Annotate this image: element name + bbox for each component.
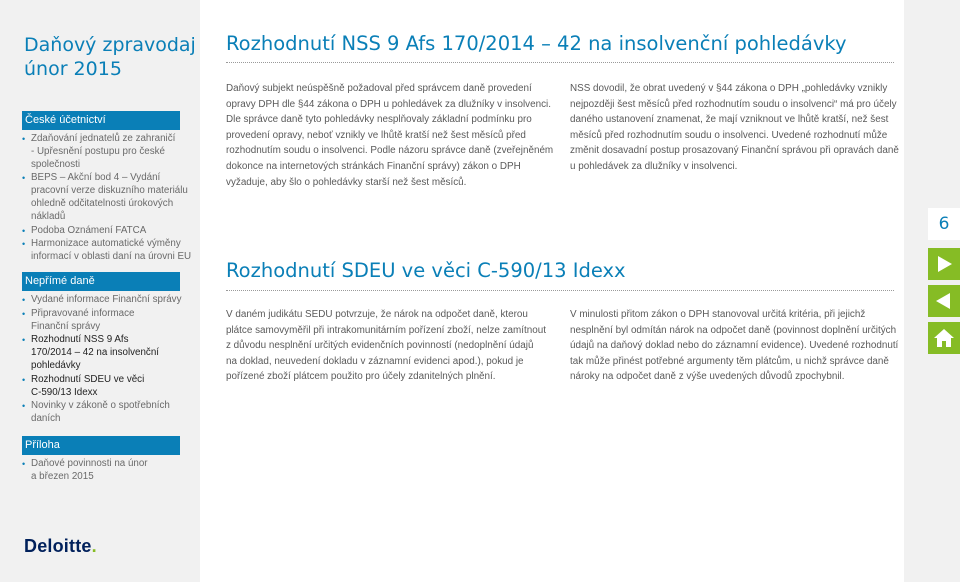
article2-title: Rozhodnutí SDEU ve věci C-590/13 Idexx <box>226 259 626 282</box>
home-icon <box>933 328 955 348</box>
sidebar-item-label: • Daňové povinnosti na únor <box>31 458 148 469</box>
logo-dot: . <box>91 536 97 556</box>
sidebar-item-label: • Zdaňování jednatelů ze zahraničí <box>31 133 176 144</box>
text-line: měsíců před rozhodnutím soudu o insolvenci. Uvedené rozhodnutí může <box>570 129 888 141</box>
sidebar-item-fatca[interactable] <box>22 225 192 238</box>
deloitte-logo <box>24 536 97 557</box>
sidebar-item-label: nákladů <box>31 210 66 222</box>
sidebar-item-harmonizace[interactable] <box>22 238 192 264</box>
sidebar-item-rozhodnuti-sdeu[interactable] <box>22 374 192 400</box>
article1-column1 <box>226 81 556 190</box>
text-line: pořízené zboží plátcem použito pro účely zdanitelných plnění. <box>226 371 496 383</box>
article1-column2 <box>570 81 900 175</box>
text-line: V minulosti přitom zákon o DPH stanovoval určitá kritéria, při jejichž <box>570 309 866 320</box>
section-list-priloha <box>22 458 192 484</box>
text-line: NSS dovodil, že obrat uvedený v §44 zákona o DPH „pohledávky vznikly <box>570 83 888 94</box>
text-line: nesplnění byl odmítán nárok na odpočet daně (povinnost doplnění určitých <box>570 324 897 336</box>
divider <box>226 62 894 63</box>
sidebar <box>0 0 200 582</box>
divider <box>226 290 894 291</box>
text-line: Daňový subjekt neúspěšně požadoval před správcem daně provedení <box>226 83 532 94</box>
sidebar-item-label: společnosti <box>31 158 81 170</box>
sidebar-item-label: a březen 2015 <box>31 470 94 482</box>
section-heading-ceske-ucetnictvi[interactable]: České účetnictví <box>22 111 180 130</box>
section-list-neprime-dane <box>22 294 192 426</box>
previous-page-button[interactable] <box>928 285 960 317</box>
sidebar-item-label: • Novinky v zákoně o spotřebních <box>31 400 170 412</box>
triangle-left-icon <box>934 291 954 311</box>
sidebar-item-label: • Připravované informace <box>31 307 135 319</box>
sidebar-item-pripravovane-informace[interactable] <box>22 308 192 334</box>
sidebar-item-label: • Rozhodnutí SDEU ve věci <box>31 373 145 385</box>
text-line: daného ustanovení znamenat, že mají vzniknout ve lhůtě kratší, než šest <box>570 114 889 126</box>
text-line: plátce samovyměřil při intrakomunitárním pořízení zboží, nelze zamítnout <box>226 324 546 336</box>
text-line: tak může přinést potřebné argumenty těm plátcům, u nichž správce daně <box>570 355 889 367</box>
text-line: nároky na odpočet daně z výše uvedených důvodů zpochybnil. <box>570 371 845 383</box>
sidebar-item-danove-povinnosti[interactable] <box>22 458 192 484</box>
sidebar-item-label: ohledně odčitatelnosti úrokových <box>31 197 174 209</box>
section-list-ceske-ucetnictvi <box>22 133 192 264</box>
text-line: Dle správce daně tyto pohledávky nesplňovaly základní podmínku pro <box>226 114 532 126</box>
text-line: provedení opravy, neboť vznikly ve lhůtě kratší než šest měsíců před <box>226 129 526 141</box>
sidebar-item-label: 170/2014 – 42 na insolvenční <box>31 347 160 359</box>
triangle-right-icon <box>934 254 954 274</box>
text-line: nejpozději šest měsíců před rozhodnutím soudu o insolvenci“ má pro účely <box>570 98 897 110</box>
sidebar-item-label: pohledávky <box>31 359 81 371</box>
sidebar-item-label: • Harmonizace automatické výměny <box>31 238 181 250</box>
sidebar-item-novinky-spotrebni[interactable] <box>22 400 192 426</box>
sidebar-item-zdanovani-jednatelu[interactable] <box>22 133 192 171</box>
sidebar-item-label: informací v oblasti daní na úrovni EU <box>31 251 192 263</box>
text-line: u pohledávek za dlužníky v insolvenci. <box>570 160 738 172</box>
sidebar-item-label: - Upřesnění postupu pro české <box>31 145 165 157</box>
text-line: dokonce na internetových stránkách Finanční správy) zákon o DPH <box>226 160 521 172</box>
text-line: opravy DPH dle §44 zákona o DPH u pohledávek za dlužníky v insolvenci. <box>226 98 551 110</box>
article1-title: Rozhodnutí NSS 9 Afs 170/2014 – 42 na insolvenční pohledávky <box>226 32 847 55</box>
sidebar-item-beps[interactable] <box>22 172 192 223</box>
sidebar-item-label: • Rozhodnutí NSS 9 Afs <box>31 334 129 346</box>
sidebar-item-label: daních <box>31 413 61 425</box>
text-line: rozhodnutím soudu o insolvenci. Podle názoru správce daně (zveřejněném <box>226 145 554 157</box>
text-line: změnit dosavadní postup prosazovaný Finanční správou při opravách daně <box>570 145 899 157</box>
sidebar-item-label: Finanční správy <box>31 320 101 332</box>
sidebar-item-label: • Podoba Oznámení FATCA <box>31 224 147 236</box>
text-line: na doklad, neuvedení dokladu v záznamní evidenci apod.), pokud je <box>226 355 524 367</box>
newsletter-title-line1: Daňový zpravodaj <box>24 34 196 56</box>
section-heading-neprime-dane[interactable]: Nepřímé daně <box>22 272 180 291</box>
sidebar-item-label: • BEPS – Akční bod 4 – Vydání <box>31 172 161 184</box>
page-number: 6 <box>928 208 960 240</box>
sidebar-item-label: C-590/13 Idexx <box>31 386 98 398</box>
text-line: vyžaduje, aby šlo o pohledávky starší než šest měsíců. <box>226 176 467 188</box>
text-line: z důvodu nesplnění určitých evidenčních povinností (nedoplnění údajů <box>226 340 534 352</box>
article2-column2 <box>570 307 900 385</box>
text-line: údajů na daňový doklad nebo do záznamní evidence). Uvedené rozhodnutí <box>570 340 899 352</box>
sidebar-item-rozhodnuti-nss[interactable] <box>22 334 192 372</box>
section-heading-priloha[interactable]: Příloha <box>22 436 180 455</box>
next-page-button[interactable] <box>928 248 960 280</box>
text-line: V daném judikátu SEDU potvrzuje, že nárok na odpočet daně, kterou <box>226 309 528 320</box>
logo-text: Deloitte <box>24 536 92 556</box>
sidebar-item-label: • Vydané informace Finanční správy <box>31 294 182 305</box>
newsletter-title-line2: únor 2015 <box>24 58 122 80</box>
article2-column1 <box>226 307 556 385</box>
sidebar-item-vydane-informace[interactable] <box>22 294 192 307</box>
home-button[interactable] <box>928 322 960 354</box>
newsletter-title <box>24 33 196 81</box>
sidebar-item-label: pracovní verze diskuzního materiálu <box>31 185 188 197</box>
